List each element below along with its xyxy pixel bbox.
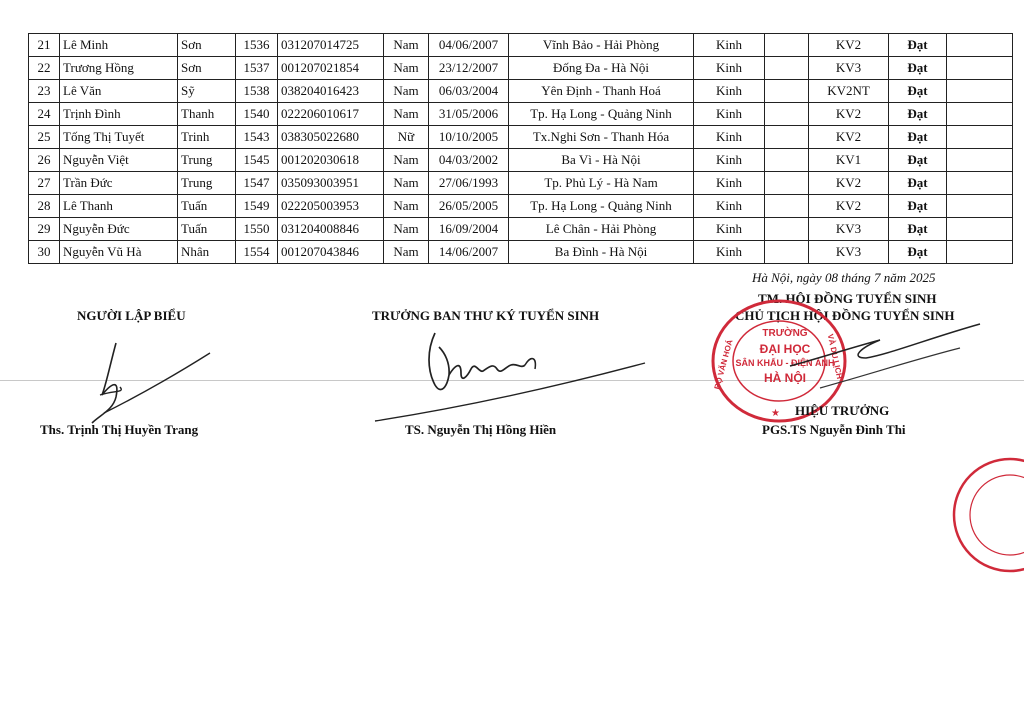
candidate-number: 1547 bbox=[236, 172, 278, 195]
ethnicity: Kinh bbox=[694, 103, 765, 126]
family-name: Trần Đức bbox=[60, 172, 178, 195]
place-of-birth: Tp. Hạ Long - Quảng Ninh bbox=[509, 103, 694, 126]
row-number: 24 bbox=[29, 103, 60, 126]
result: Đạt bbox=[889, 241, 947, 264]
row-number: 25 bbox=[29, 126, 60, 149]
place-of-birth: Tp. Hạ Long - Quảng Ninh bbox=[509, 195, 694, 218]
table-row bbox=[29, 80, 1013, 103]
svg-text:★: ★ bbox=[771, 408, 780, 419]
given-name: Sỹ bbox=[178, 80, 236, 103]
date-of-birth: 14/06/2007 bbox=[429, 241, 509, 264]
right-signer-position: HIỆU TRƯỞNG bbox=[795, 403, 890, 418]
row-number: 22 bbox=[29, 57, 60, 80]
row-number: 21 bbox=[29, 34, 60, 57]
right-signer-title-line1: TM. HỘI ĐỒNG TUYỂN SINH bbox=[758, 291, 937, 306]
seal-line4: HÀ NỘI bbox=[764, 371, 806, 385]
date-of-birth: 06/03/2004 bbox=[429, 80, 509, 103]
priority-area: KV2 bbox=[809, 126, 889, 149]
given-name: Trung bbox=[178, 149, 236, 172]
blank-cell bbox=[947, 34, 1013, 57]
blank-cell bbox=[947, 103, 1013, 126]
place-of-birth: Lê Chân - Hải Phòng bbox=[509, 218, 694, 241]
blank-cell bbox=[765, 172, 809, 195]
date-of-birth: 16/09/2004 bbox=[429, 218, 509, 241]
seal-line3: SÂN KHẤU - ĐIỆN ẢNH bbox=[735, 358, 835, 368]
given-name: Trinh bbox=[178, 126, 236, 149]
priority-area: KV3 bbox=[809, 241, 889, 264]
candidate-number: 1543 bbox=[236, 126, 278, 149]
result: Đạt bbox=[889, 195, 947, 218]
seal-ring-right: VÀ DU LỊCH bbox=[825, 333, 845, 380]
citizen-id: 001207021854 bbox=[278, 57, 384, 80]
blank-cell bbox=[947, 218, 1013, 241]
place-of-birth: Ba Đình - Hà Nội bbox=[509, 241, 694, 264]
priority-area: KV3 bbox=[809, 57, 889, 80]
blank-cell bbox=[765, 241, 809, 264]
row-number: 28 bbox=[29, 195, 60, 218]
blank-cell bbox=[765, 103, 809, 126]
row-number: 30 bbox=[29, 241, 60, 264]
table-row bbox=[29, 241, 1013, 264]
date-of-birth: 26/05/2005 bbox=[429, 195, 509, 218]
candidate-number: 1549 bbox=[236, 195, 278, 218]
citizen-id: 038305022680 bbox=[278, 126, 384, 149]
result: Đạt bbox=[889, 103, 947, 126]
table-row bbox=[29, 218, 1013, 241]
family-name: Lê Minh bbox=[60, 34, 178, 57]
result: Đạt bbox=[889, 172, 947, 195]
candidate-number: 1540 bbox=[236, 103, 278, 126]
gender: Nam bbox=[384, 241, 429, 264]
citizen-id: 031207014725 bbox=[278, 34, 384, 57]
place-of-birth: Yên Định - Thanh Hoá bbox=[509, 80, 694, 103]
result: Đạt bbox=[889, 218, 947, 241]
right-signer-title-line2: CHỦ TỊCH HỘI ĐỒNG TUYỂN SINH bbox=[735, 308, 955, 323]
gender: Nam bbox=[384, 172, 429, 195]
result: Đạt bbox=[889, 57, 947, 80]
given-name: Tuấn bbox=[178, 218, 236, 241]
priority-area: KV2NT bbox=[809, 80, 889, 103]
candidate-number: 1550 bbox=[236, 218, 278, 241]
gender: Nam bbox=[384, 218, 429, 241]
blank-cell bbox=[947, 195, 1013, 218]
given-name: Nhân bbox=[178, 241, 236, 264]
admission-results-table bbox=[28, 33, 1013, 264]
candidate-number: 1537 bbox=[236, 57, 278, 80]
ethnicity: Kinh bbox=[694, 195, 765, 218]
middle-signature bbox=[375, 325, 675, 425]
priority-area: KV1 bbox=[809, 149, 889, 172]
family-name: Nguyễn Vũ Hà bbox=[60, 241, 178, 264]
date-of-birth: 31/05/2006 bbox=[429, 103, 509, 126]
family-name: Trịnh Đình bbox=[60, 103, 178, 126]
family-name: Trương Hồng bbox=[60, 57, 178, 80]
ethnicity: Kinh bbox=[694, 126, 765, 149]
row-number: 23 bbox=[29, 80, 60, 103]
ethnicity: Kinh bbox=[694, 80, 765, 103]
gender: Nam bbox=[384, 34, 429, 57]
family-name: Tống Thị Tuyết bbox=[60, 126, 178, 149]
blank-cell bbox=[947, 149, 1013, 172]
middle-signer-name: TS. Nguyễn Thị Hồng Hiền bbox=[405, 422, 557, 437]
place-of-birth: Đống Đa - Hà Nội bbox=[509, 57, 694, 80]
partial-seal-edge bbox=[948, 455, 1024, 575]
date-line: Hà Nội, ngày 08 tháng 7 năm 2025 bbox=[752, 270, 936, 285]
citizen-id: 022206010617 bbox=[278, 103, 384, 126]
priority-area: KV2 bbox=[809, 172, 889, 195]
blank-cell bbox=[765, 57, 809, 80]
blank-cell bbox=[765, 126, 809, 149]
priority-area: KV2 bbox=[809, 195, 889, 218]
result: Đạt bbox=[889, 149, 947, 172]
place-of-birth: Ba Vì - Hà Nội bbox=[509, 149, 694, 172]
row-number: 27 bbox=[29, 172, 60, 195]
candidate-number: 1554 bbox=[236, 241, 278, 264]
given-name: Trung bbox=[178, 172, 236, 195]
row-number: 29 bbox=[29, 218, 60, 241]
table-row bbox=[29, 34, 1013, 57]
date-of-birth: 04/06/2007 bbox=[429, 34, 509, 57]
citizen-id: 001207043846 bbox=[278, 241, 384, 264]
gender: Nam bbox=[384, 149, 429, 172]
blank-cell bbox=[947, 241, 1013, 264]
left-signer-name: Ths. Trịnh Thị Huyền Trang bbox=[40, 422, 199, 437]
place-of-birth: Vĩnh Bảo - Hải Phòng bbox=[509, 34, 694, 57]
ethnicity: Kinh bbox=[694, 218, 765, 241]
date-of-birth: 10/10/2005 bbox=[429, 126, 509, 149]
blank-cell bbox=[765, 195, 809, 218]
table-row bbox=[29, 126, 1013, 149]
left-signature bbox=[80, 335, 220, 430]
seal-ring-left: BỘ VĂN HOÁ bbox=[712, 338, 735, 391]
result: Đạt bbox=[889, 34, 947, 57]
gender: Nam bbox=[384, 103, 429, 126]
table-row bbox=[29, 149, 1013, 172]
family-name: Lê Văn bbox=[60, 80, 178, 103]
ethnicity: Kinh bbox=[694, 241, 765, 264]
blank-cell bbox=[947, 172, 1013, 195]
given-name: Sơn bbox=[178, 57, 236, 80]
table-row bbox=[29, 172, 1013, 195]
citizen-id: 035093003951 bbox=[278, 172, 384, 195]
gender: Nam bbox=[384, 57, 429, 80]
result: Đạt bbox=[889, 126, 947, 149]
date-of-birth: 27/06/1993 bbox=[429, 172, 509, 195]
blank-cell bbox=[947, 80, 1013, 103]
blank-cell bbox=[947, 126, 1013, 149]
blank-cell bbox=[765, 80, 809, 103]
priority-area: KV3 bbox=[809, 218, 889, 241]
middle-signer-title: TRƯỞNG BAN THƯ KÝ TUYỂN SINH bbox=[372, 308, 600, 323]
table-row bbox=[29, 195, 1013, 218]
table-row bbox=[29, 57, 1013, 80]
table-body bbox=[29, 34, 1013, 264]
seal-line1: TRƯỜNG bbox=[762, 328, 808, 339]
given-name: Thanh bbox=[178, 103, 236, 126]
citizen-id: 031204008846 bbox=[278, 218, 384, 241]
blank-cell bbox=[765, 34, 809, 57]
ethnicity: Kinh bbox=[694, 149, 765, 172]
result: Đạt bbox=[889, 80, 947, 103]
candidate-number: 1545 bbox=[236, 149, 278, 172]
candidate-number: 1538 bbox=[236, 80, 278, 103]
family-name: Lê Thanh bbox=[60, 195, 178, 218]
candidate-number: 1536 bbox=[236, 34, 278, 57]
place-of-birth: Tp. Phủ Lý - Hà Nam bbox=[509, 172, 694, 195]
citizen-id: 038204016423 bbox=[278, 80, 384, 103]
seal-line2: ĐẠI HỌC bbox=[759, 342, 811, 356]
given-name: Sơn bbox=[178, 34, 236, 57]
place-of-birth: Tx.Nghi Sơn - Thanh Hóa bbox=[509, 126, 694, 149]
right-signer-name: PGS.TS Nguyễn Đình Thi bbox=[762, 422, 906, 437]
citizen-id: 001202030618 bbox=[278, 149, 384, 172]
citizen-id: 022205003953 bbox=[278, 195, 384, 218]
date-of-birth: 04/03/2002 bbox=[429, 149, 509, 172]
table-row bbox=[29, 103, 1013, 126]
date-of-birth: 23/12/2007 bbox=[429, 57, 509, 80]
priority-area: KV2 bbox=[809, 34, 889, 57]
ethnicity: Kinh bbox=[694, 57, 765, 80]
row-number: 26 bbox=[29, 149, 60, 172]
priority-area: KV2 bbox=[809, 103, 889, 126]
blank-cell bbox=[947, 57, 1013, 80]
blank-cell bbox=[765, 149, 809, 172]
gender: Nam bbox=[384, 195, 429, 218]
gender: Nam bbox=[384, 80, 429, 103]
family-name: Nguyễn Đức bbox=[60, 218, 178, 241]
blank-cell bbox=[765, 218, 809, 241]
gender: Nữ bbox=[384, 126, 429, 149]
given-name: Tuấn bbox=[178, 195, 236, 218]
left-signer-title: NGƯỜI LẬP BIỂU bbox=[77, 308, 186, 323]
family-name: Nguyễn Việt bbox=[60, 149, 178, 172]
ethnicity: Kinh bbox=[694, 172, 765, 195]
ethnicity: Kinh bbox=[694, 34, 765, 57]
